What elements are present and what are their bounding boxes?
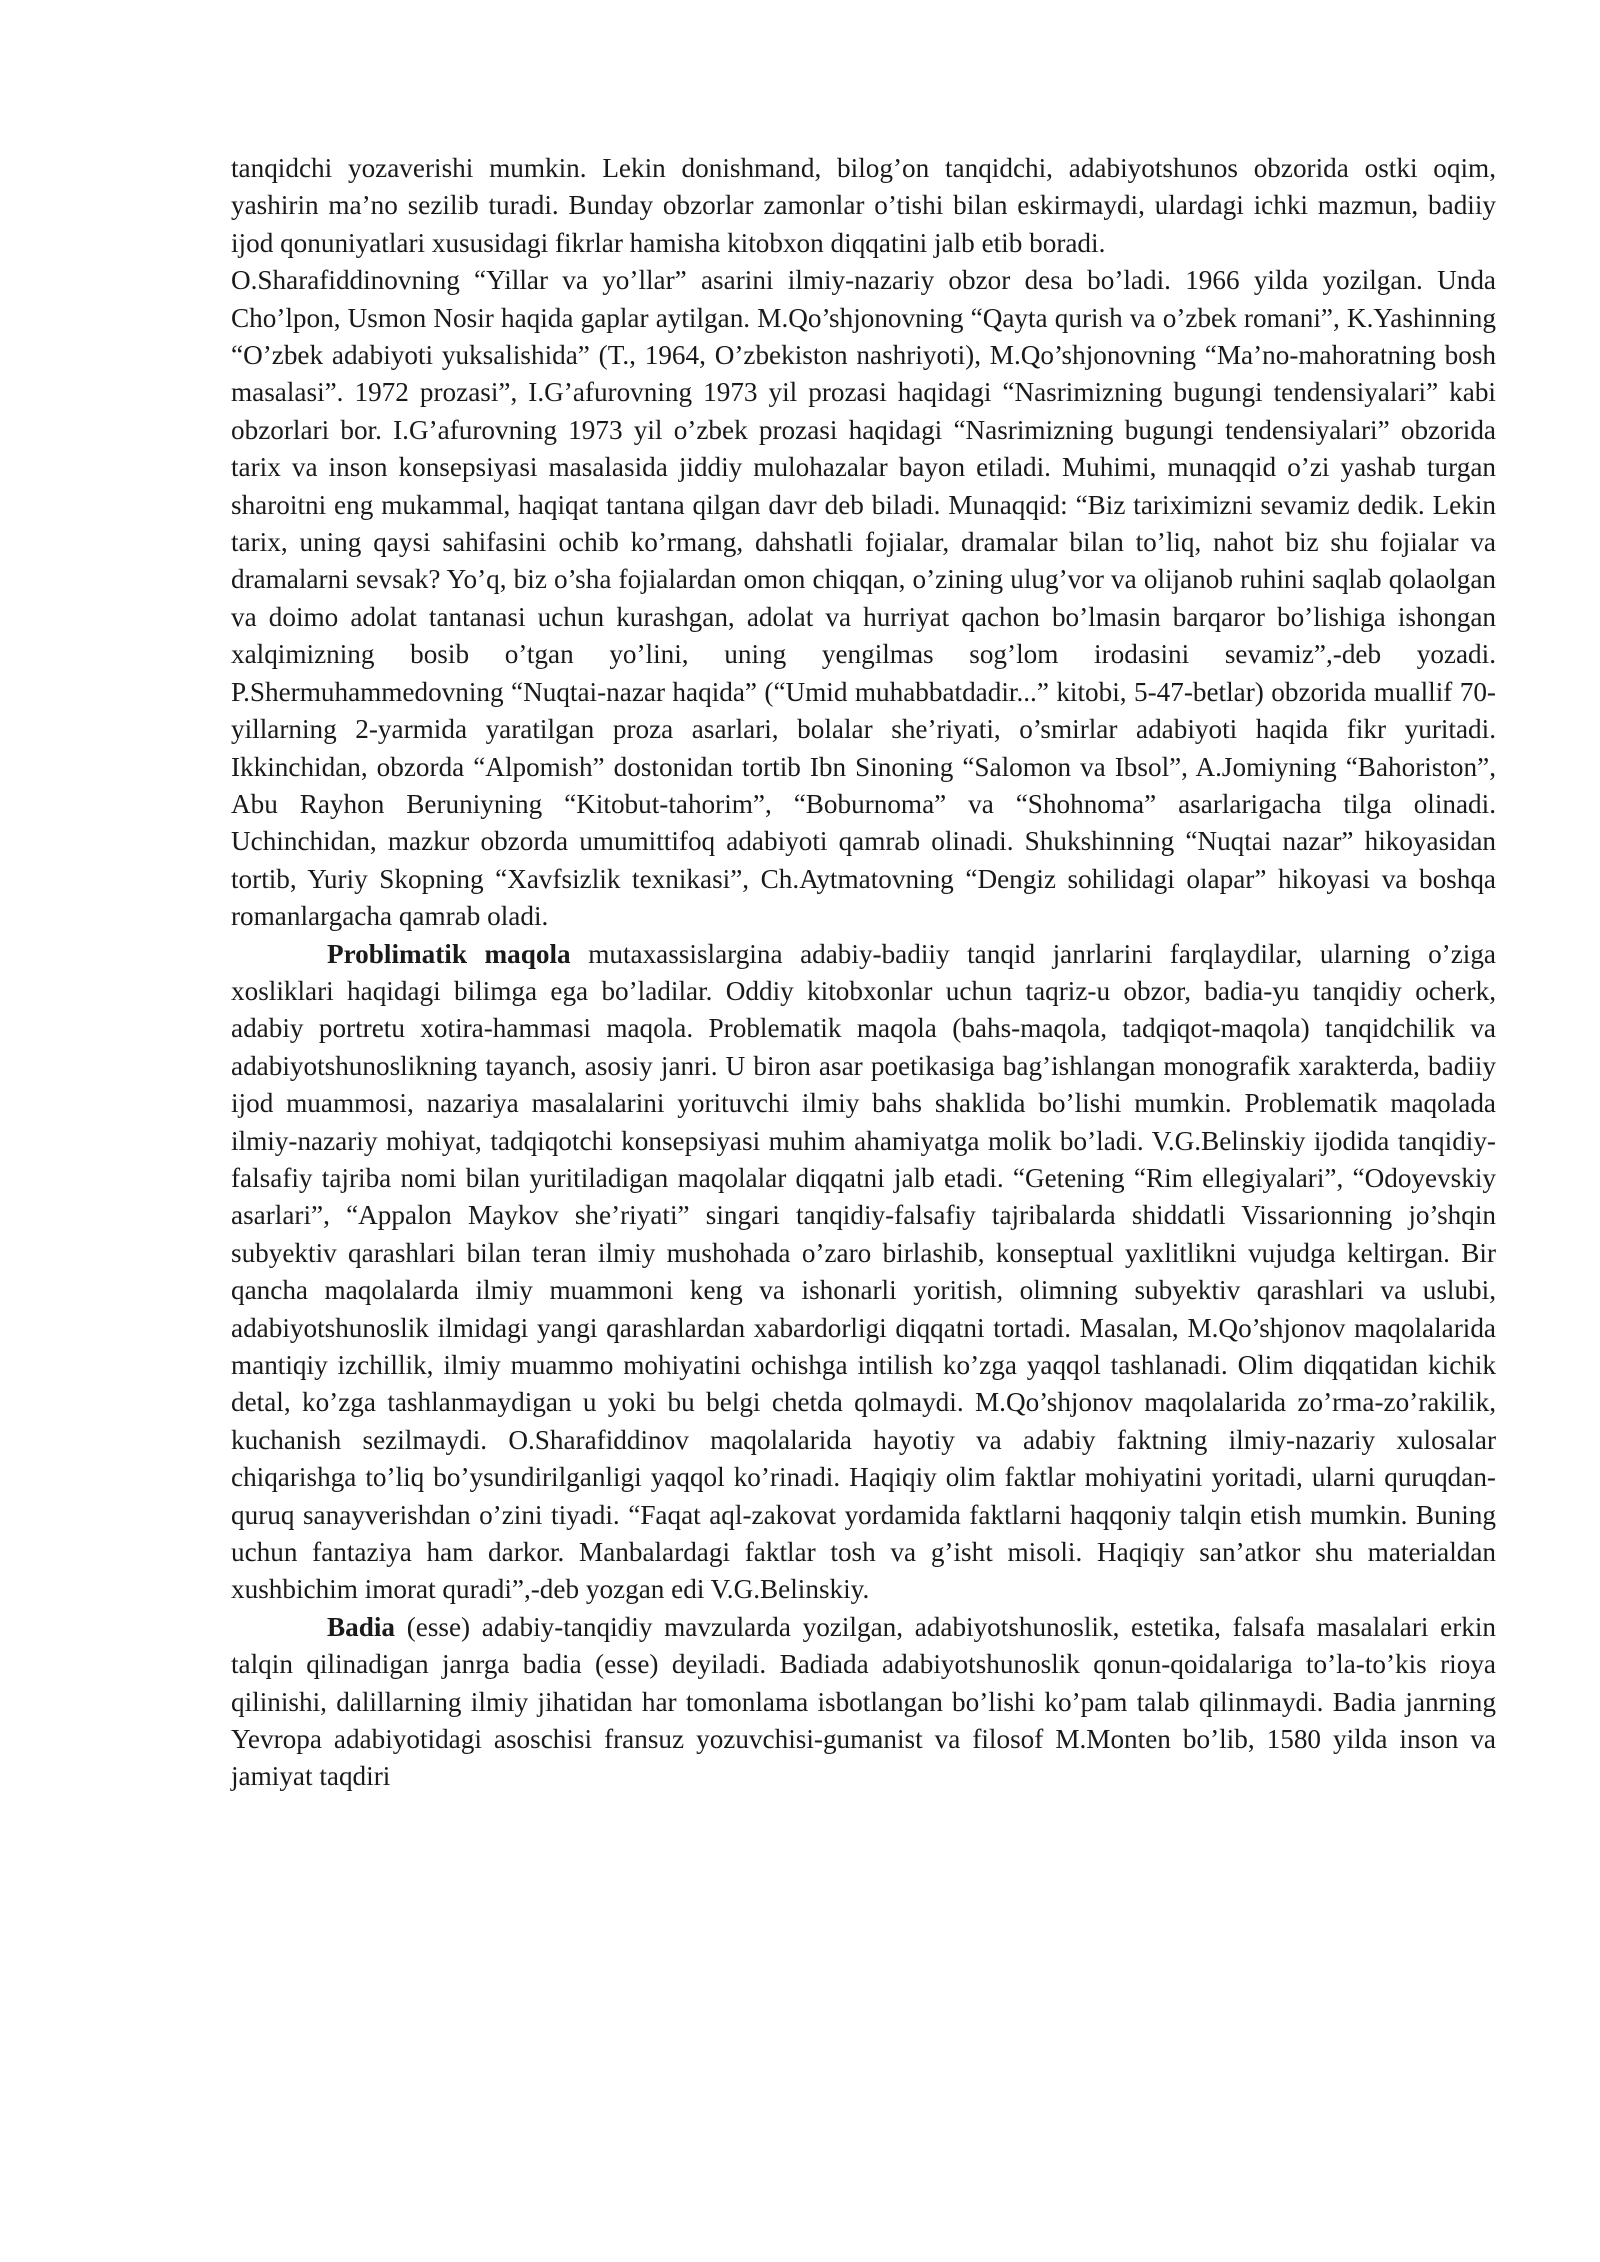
term-badia: Badia bbox=[327, 1611, 395, 1642]
paragraph-problematik-maqola-text: mutaxassislargina adabiy-badiiy tanqid janrlarini farqlaydilar, ularning o’ziga xosliklari haqidagi bilimga ega bo’ladilar. Oddiy kitobxonlar uchun taqriz-u obzor, badia-yu tanqidiy ocherk, adabiy portretu xotira-hammasi maqola. Problematik maqola (bahs-maqola, tadqiqot-maqola) tanqidchilik va adabiyotshunoslikning tayanch, asosiy janri. U biron asar poetikasiga bag’ishlangan monografik xarakterda, badiiy ijod muammosi, nazariya masalalarini yorituvchi ilmiy bahs shaklida bo’lishi mumkin. Problematik maqolada ilmiy-nazariy mohiyat, tadqiqotchi konsepsiyasi muhim ahamiyatga molik bo’ladi. V.G.Belinskiy ijodida tanqidiy-falsafiy tajriba nomi bilan yuritiladigan maqolalar diqqatni jalb etadi. “Getening “Rim ellegiyalari”, “Odoyevskiy asarlari”, “Appalon Maykov she’riyati” singari tanqidiy-falsafiy tajribalarda shiddatli Vissarionning jo’shqin subyektiv qarashlari bilan teran ilmiy mushohada o’zaro birlashib, konseptual yaxlitlikni vujudga keltirgan. Bir qancha maqolalarda ilmiy muammoni keng va ishonarli yoritish, olimning subyektiv qarashlari va uslubi, adabiyotshunoslik ilmidagi yangi qarashlardan xabardorligi diqqatni tortadi. Masalan, M.Qo’shjonov maqolalarida mantiqiy izchillik, ilmiy muammo mohiyatini ochishga intilish ko’zga yaqqol tashlanadi. Olim diqqatidan kichik detal, ko’zga tashlanmaydigan u yoki bu belgi chetda qolmaydi. M.Qo’shjonov maqolalarida zo’rma-zo’rakilik, kuchanish sezilmaydi. O.Sharafiddinov maqolalarida hayotiy va adabiy faktning ilmiy-nazariy xulosalar chiqarishga to’liq bo’ysundirilganligi yaqqol ko’rinadi. Haqiqiy olim faktlar mohiyatini yoritadi, ularni quruqdan-quruq sanayverishdan o’zini tiyadi. “Faqat aql-zakovat yordamida faktlarni haqqoniy talqin etish mumkin. Buning uchun fantaziya ham darkor. Manbalardagi faktlar tosh va g’isht misoli. Haqiqiy san’atkor shu materialdan xushbichim imorat quradi”,-deb yozgan edi V.G.Belinskiy. bbox=[231, 938, 1496, 1605]
paragraph-sharafiddinov-obzor: O.Sharafiddinovning “Yillar va yo’llar” asarini ilmiy-nazariy obzor desa bo’ladi. 1966 yilda yozilgan. Unda Cho’lpon, Usmon Nosir haqida gaplar aytilgan. M.Qo’shjonovning “Qayta qurish va o’zbek romani”, K.Yashinning “O’zbek adabiyoti yuksalishida” (T., 1964, O’zbekiston nashriyoti), M.Qo’shjonovning “Ma’no-mahoratning bosh masalasi”. 1972 prozasi”, I.G’afurovning 1973 yil prozasi haqidagi “Nasrimizning bugungi tendensiyalari” kabi obzorlari bor. I.G’afurovning 1973 yil o’zbek prozasi haqidagi “Nasrimizning bugungi tendensiyalari” obzorida tarix va inson konsepsiyasi masalasida jiddiy mulohazalar bayon etiladi. Muhimi, munaqqid o’zi yashab turgan sharoitni eng mukammal, haqiqat tantana qilgan davr deb biladi. Munaqqid: “Biz tariximizni sevamiz dedik. Lekin tarix, uning qaysi sahifasini ochib ko’rmang, dahshatli fojialar, dramalar bilan to’liq, nahot biz shu fojialar va dramalarni sevsak? Yo’q, biz o’sha fojialardan omon chiqqan, o’zining ulug’vor va olijanob ruhini saqlab qolaolgan va doimo adolat tantanasi uchun kurashgan, adolat va hurriyat qachon bo’lmasin barqaror bo’lishiga ishongan xalqimizning bosib o’tgan yo’lini, uning yengilmas sog’lom irodasini sevamiz”,-deb yozadi. P.Shermuhammedovning “Nuqtai-nazar haqida” (“Umid muhabbatdadir...” kitobi, 5-47-betlar) obzorida muallif 70-yillarning 2-yarmida yaratilgan proza asarlari, bolalar she’riyati, o’smirlar adabiyoti haqida fikr yuritadi. Ikkinchidan, obzorda “Alpomish” dostonidan tortib Ibn Sinoning “Salomon va Ibsol”, A.Jomiyning “Bahoriston”, Abu Rayhon Beruniyning “Kitobut-tahorim”, “Boburnoma” va “Shohnoma” asarlarigacha tilga olinadi. Uchinchidan, mazkur obzorda umumittifoq adabiyoti qamrab olinadi. Shukshinning “Nuqtai nazar” hikoyasidan tortib, Yuriy Skopning “Xavfsizlik texnikasi”, Ch.Aytmatovning “Dengiz sohilidagi olapar” hikoyasi va boshqa romanlargacha qamrab oladi. bbox=[231, 265, 1496, 932]
paragraph-problematik-maqola bbox=[231, 936, 1496, 1609]
paragraph-badia-text: (esse) adabiy-tanqidiy mavzularda yozilgan, adabiyotshunoslik, estetika, falsafa masalalari erkin talqin qilinadigan janrga badia (esse) deyiladi. Badiada adabiyotshunoslik qonun-qoidalariga to’la-to’kis rioya qilinishi, dalillarning ilmiy jihatidan har tomonlama isbotlangan bo’lishi ko’pam talab qilinmaydi. Badia janrning Yevropa adabiyotidagi asoschisi fransuz yozuvchisi-gumanist va filosof M.Monten bo’lib, 1580 yilda inson va jamiyat taqdiri bbox=[231, 1611, 1496, 1792]
document-page bbox=[231, 150, 1496, 1796]
term-problimatik-maqola: Problimatik maqola bbox=[327, 938, 571, 969]
paragraph-obzor-intro: tanqidchi yozaverishi mumkin. Lekin donishmand, bilog’on tanqidchi, adabiyotshunos obzorida ostki oqim, yashirin ma’no sezilib turadi. Bunday obzorlar zamonlar o’tishi bilan eskirmaydi, ulardagi ichki mazmun, badiiy ijod qonuniyatlari xususidagi fikrlar hamisha kitobxon diqqatini jalb etib boradi. bbox=[231, 153, 1496, 258]
paragraph-badia bbox=[231, 1609, 1496, 1796]
